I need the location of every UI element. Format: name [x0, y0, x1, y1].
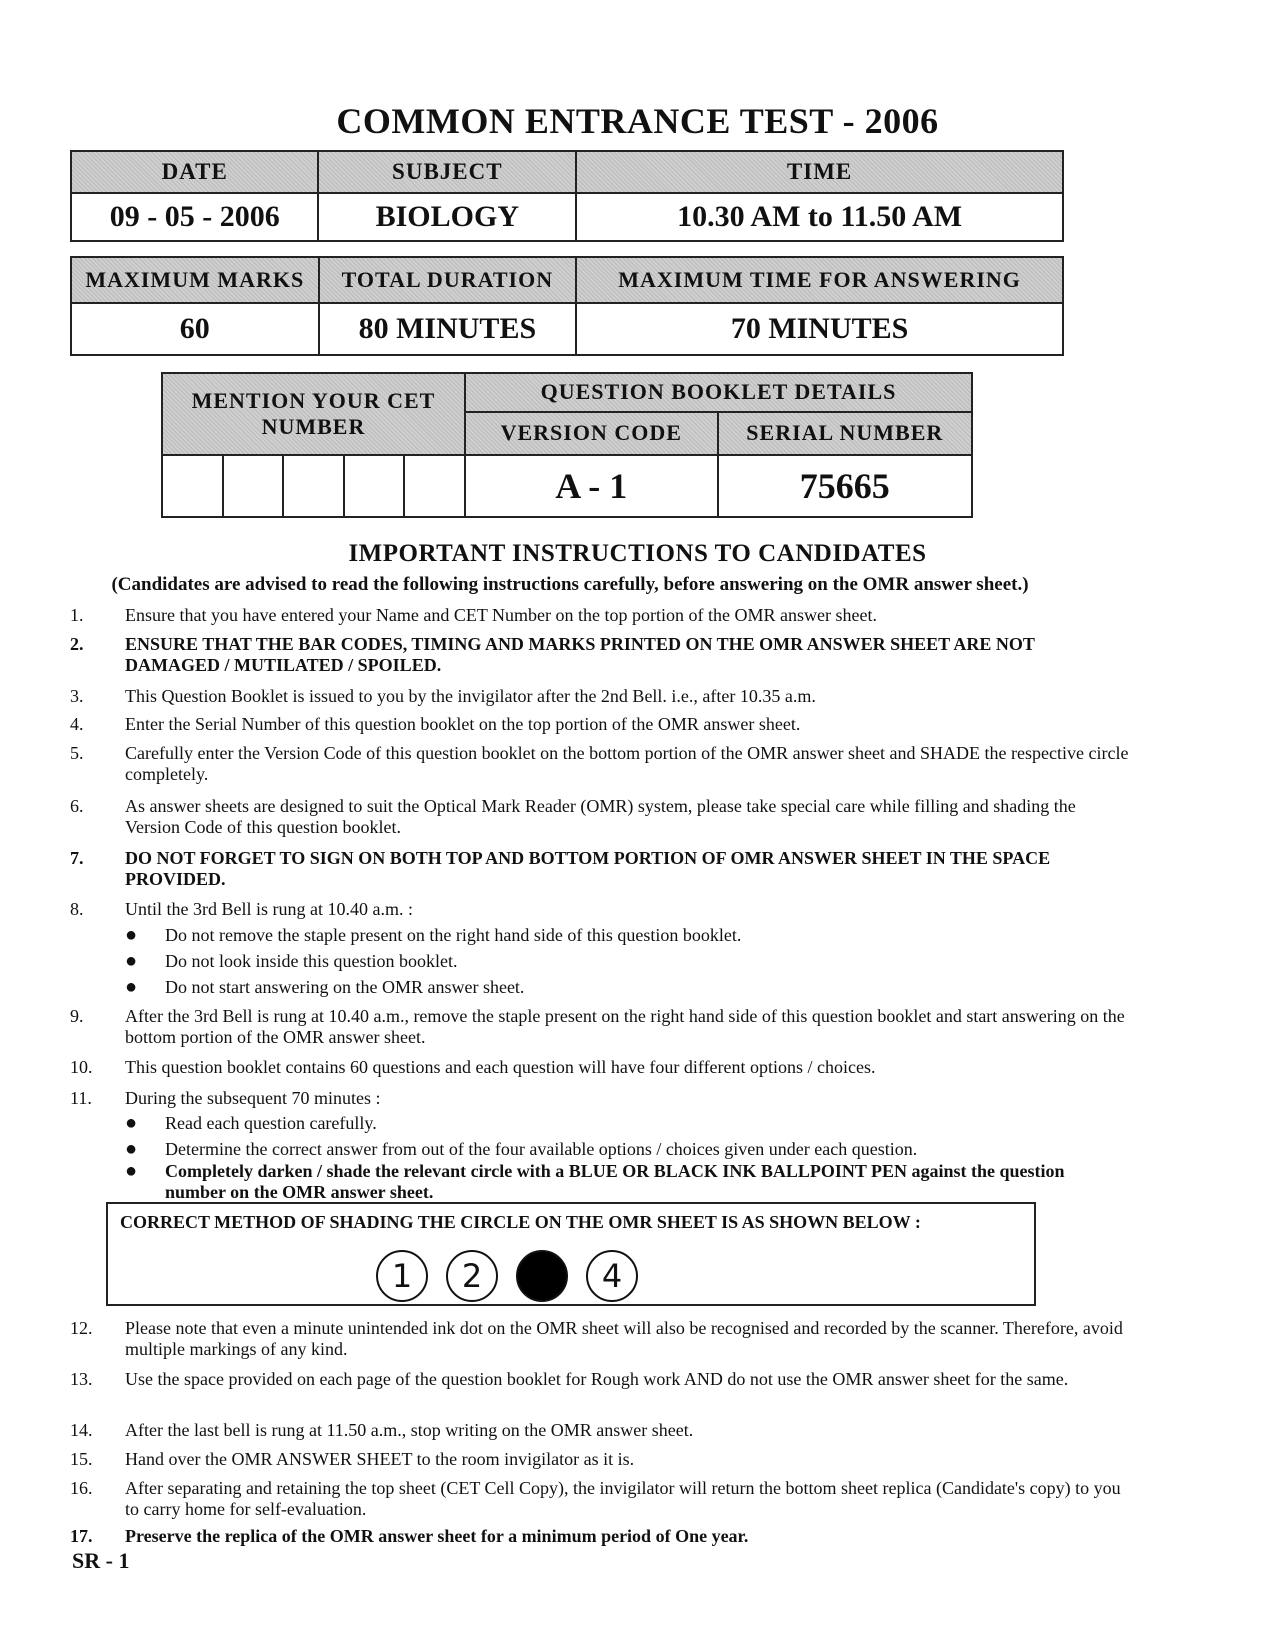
page-title: COMMON ENTRANCE TEST - 2006	[336, 101, 939, 141]
omr-circle-4-icon: 4	[586, 1250, 638, 1302]
cet-digit-box[interactable]	[404, 455, 465, 517]
version-code-label: VERSION CODE	[465, 412, 718, 455]
bullet-icon: ●	[125, 1138, 138, 1160]
max-marks-value: 60	[71, 303, 319, 355]
time-header: TIME	[576, 151, 1063, 193]
cet-digit-box[interactable]	[223, 455, 284, 517]
cet-digit-box[interactable]	[344, 455, 405, 517]
total-duration-value: 80 MINUTES	[319, 303, 577, 355]
omr-circle-1-icon: 1	[376, 1250, 428, 1302]
marks-duration-table	[70, 256, 1064, 356]
max-answer-time-header: MAXIMUM TIME FOR ANSWERING	[576, 257, 1063, 303]
omr-circle-shaded-icon: 3	[516, 1250, 568, 1302]
omr-circle-2-icon: 2	[446, 1250, 498, 1302]
bullet-icon: ●	[125, 1160, 138, 1182]
subject-value: BIOLOGY	[318, 193, 576, 241]
total-duration-header: TOTAL DURATION	[319, 257, 577, 303]
max-marks-header: MAXIMUM MARKS	[71, 257, 319, 303]
bullet-icon: ●	[125, 1112, 138, 1134]
bullet-icon: ●	[125, 976, 138, 998]
time-value: 10.30 AM to 11.50 AM	[576, 193, 1063, 241]
omr-example-box	[106, 1202, 1036, 1306]
instructions-heading: IMPORTANT INSTRUCTIONS TO CANDIDATES	[348, 540, 927, 567]
cet-digit-box[interactable]	[283, 455, 344, 517]
version-code-value: A - 1	[465, 455, 718, 517]
serial-number-label: SERIAL NUMBER	[718, 412, 972, 455]
omr-example-title: CORRECT METHOD OF SHADING THE CIRCLE ON THE OMR SHEET IS AS SHOWN BELOW :	[120, 1212, 921, 1232]
date-header: DATE	[71, 151, 318, 193]
cet-digit-box[interactable]	[162, 455, 223, 517]
bullet-icon: ●	[125, 950, 138, 972]
subject-header: SUBJECT	[318, 151, 576, 193]
booklet-details-label: QUESTION BOOKLET DETAILS	[465, 373, 972, 412]
booklet-details-table	[161, 372, 973, 518]
exam-details-table	[70, 150, 1064, 242]
footer-code: SR - 1	[72, 1548, 130, 1573]
serial-number-value: 75665	[718, 455, 972, 517]
date-value: 09 - 05 - 2006	[71, 193, 318, 241]
cet-number-label: MENTION YOUR CET NUMBER	[162, 373, 465, 455]
instructions-subheading: (Candidates are advised to read the following instructions carefully, before answering on the OMR answer sheet.)	[111, 574, 1029, 595]
bullet-icon: ●	[125, 924, 138, 946]
max-answer-time-value: 70 MINUTES	[576, 303, 1063, 355]
